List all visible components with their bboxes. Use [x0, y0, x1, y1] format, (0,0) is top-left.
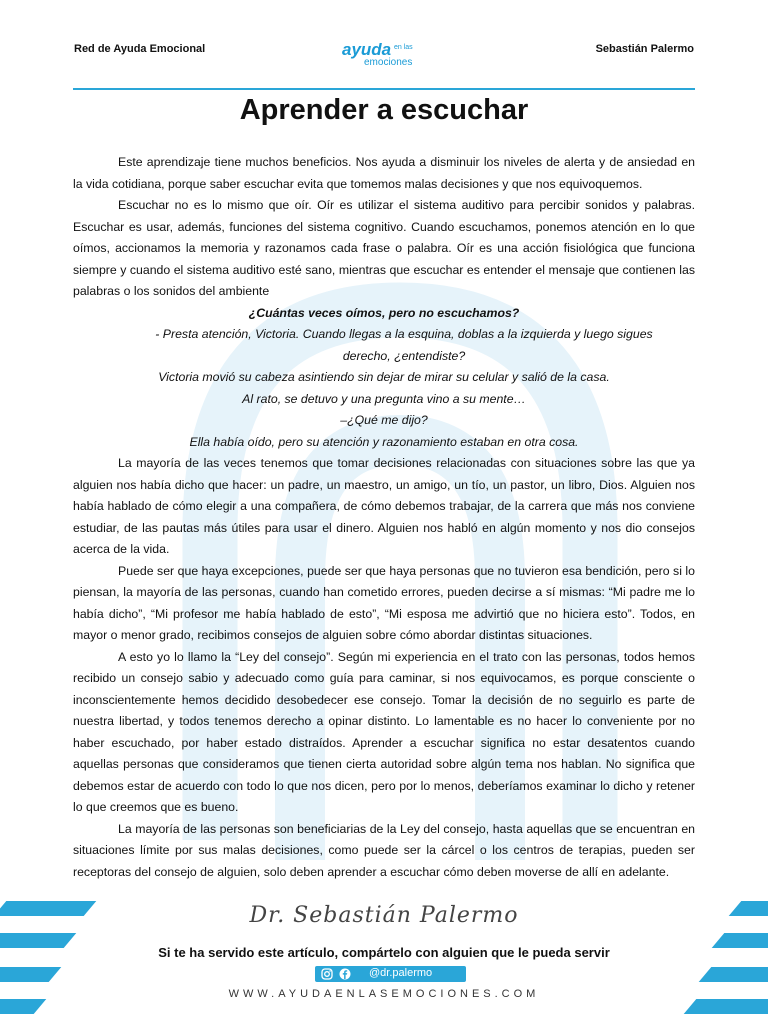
author-signature: Dr. Sebastián Palermo	[249, 903, 519, 928]
article-title: Aprender a escuchar	[239, 94, 529, 126]
dialog-line: Al rato, se detuvo y una pregunta vino a su mente…	[242, 391, 526, 406]
facebook-icon[interactable]	[339, 968, 351, 980]
decorative-stripe	[699, 967, 768, 982]
header-divider	[73, 88, 695, 90]
decorative-stripe	[684, 999, 768, 1014]
question-heading: ¿Cuántas veces oímos, pero no escuchamos?	[248, 305, 520, 320]
social-handle[interactable]: @dr.palermo	[369, 967, 433, 979]
paragraph: Puede ser que haya excepciones, puede ser que haya personas que no tuvieron esa bendición, pero si lo piensan, la mayoría de las personas, cuando han cometido errores, pueden decirse a sí mismas: “Mi padre me lo había dicho”, “Mi profesor me había hablado de esto”, “Mi esposa me advirtió que no hiciera esto”. Todos, en mayor o menor grado, recibimos consejos de alguien sobre cómo abordar distintas situaciones.	[73, 563, 695, 642]
social-bar[interactable]	[315, 966, 466, 982]
page-header	[0, 0, 768, 90]
logo-sup-text: en las	[394, 44, 413, 51]
website-url[interactable]: WWW.AYUDAENLASEMOCIONES.COM	[228, 988, 540, 1000]
paragraph: La mayoría de las veces tenemos que tomar decisiones relacionadas con situaciones sobre las que ya alguien nos había dicho que hacer: un padre, un maestro, un amigo, un tío, un pastor, un libro, Dios. Alguien nos había hablado de cómo elegir a una compañera, de cómo debemos trabajar, de la carrera que más nos conviene estudiar, de las pautas más útiles para usar el dinero. Alguien nos habló en algún momento y nos dio consejos acerca de la vida.	[73, 456, 695, 556]
paragraph: Escuchar no es lo mismo que oír. Oír es utilizar el sistema auditivo para percibir sonidos y palabras. Escuchar es usar, además, funciones del sistema cognitivo. Cuando escuchamos, ponemos atención en lo que oímos, accionamos la memoria y razonamos cada frase o palabra. Oír es una acción fisiológica que funciona siempre y cuando el sistema auditivo esté sano, mientras que escuchar es entender el mensaje que contienen las palabras o los sonidos del ambiente	[73, 198, 695, 298]
brand-logo	[342, 40, 432, 74]
header-organization: Red de Ayuda Emocional	[74, 43, 206, 55]
article-body	[73, 152, 695, 883]
paragraph: A esto yo lo llamo la “Ley del consejo”. Según mi experiencia en el trato con las personas, todos hemos recibido un consejo sabio y adecuado como guía para caminar, si nos equivocamos, es porque consciente o inconscientemente hemos decidido desobedecer ese consejo. Tomar la decisión de no seguirlo es parte de nuestra libertad, y todos tenemos derecho a opinar distinto. Lo lamentable es no hacer lo conveniente por no haber escuchado, por haber estado distraídos. Aprender a escuchar significa no estar desatentos cuando aquellas personas que consideramos que tienen cierta autoridad sobre algún tema nos hablan. No significa que debemos estar de acuerdo con todo lo que nos dicen, pero por lo menos, deberíamos examinar lo dicho y retener lo que creemos que es bueno.	[73, 649, 695, 814]
decorative-stripe	[0, 999, 46, 1014]
share-message: Si te ha servido este artículo, compártelo con alguien que le pueda servir	[158, 945, 610, 960]
dialog-line: Victoria movió su cabeza asintiendo sin dejar de mirar su celular y salió de la casa.	[158, 370, 610, 384]
instagram-icon[interactable]	[321, 968, 333, 980]
dialog-line: –¿Qué me dijo?	[340, 413, 428, 427]
paragraph: La mayoría de las personas son beneficiarias de la Ley del consejo, hasta aquellas que se encuentran en situaciones límite por sus malas decisiones, como puede ser la cárcel o los centros de terapias, pueden ser receptoras del consejo de alguien, solo deben aprender a escuchar cómo deben moverse de allí en adelante.	[73, 821, 695, 879]
logo-sub-text: emociones	[364, 57, 413, 68]
header-author: Sebastián Palermo	[595, 43, 694, 55]
paragraph: Este aprendizaje tiene muchos beneficios. Nos ayuda a disminuir los niveles de alerta y de ansiedad en la vida cotidiana, porque saber escuchar evita que tomemos malas decisiones y que nos equivoquemos.	[73, 155, 695, 191]
logo-main-text: ayuda	[342, 40, 392, 59]
dialog-line: - Presta atención, Victoria. Cuando llegas a la esquina, doblas a la izquierda y luego sigues derecho, ¿entendiste?	[155, 327, 653, 363]
page-footer	[0, 895, 768, 1024]
decorative-stripe	[0, 967, 61, 982]
dialog-line: Ella había oído, pero su atención y razonamiento estaban en otra cosa.	[189, 434, 579, 449]
